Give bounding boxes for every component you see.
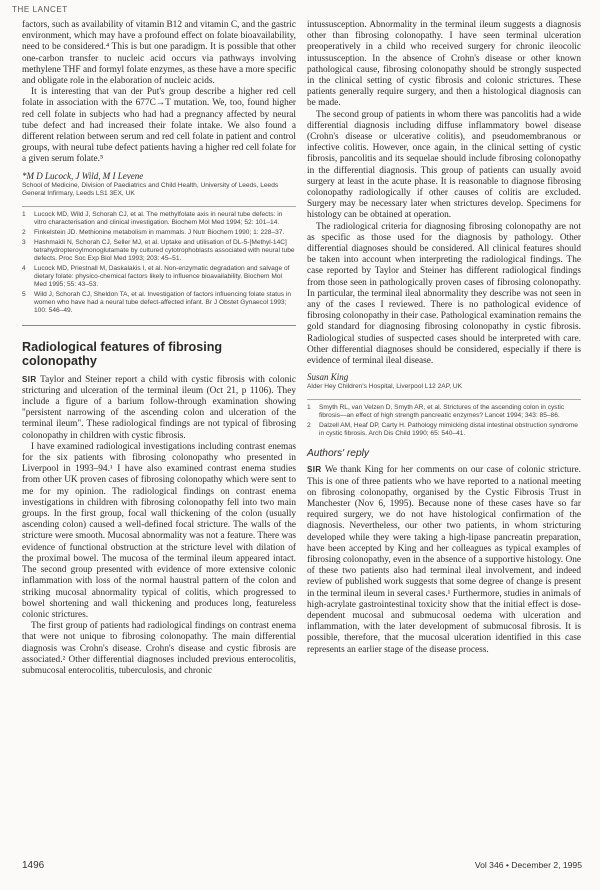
reference-number: 4 <box>22 264 26 272</box>
paragraph <box>307 464 581 655</box>
reference-number: 1 <box>307 404 311 412</box>
sir-label: SIR <box>307 465 322 475</box>
paragraph <box>22 374 296 442</box>
paragraph: I have examined radiological investigations including contrast enemas for the six patients with fibrosing colonopathy who presented in Liverpool in 1993–94.¹ I have also examined contrast enema studies from other UK proven cases of fibrosing colonopathy which were sent to me for my opinion. The radiological findings on contrast enema investigations in children with fibrosing colonopathy fell into two main groups. In the first group, focal wall thickening of the colon (usually ascending colon) caused a well-defined focal stricture. The walls of the stricture were smooth. Mucosal abnormality was not a feature. There was evidence of functional obstruction at the stricture level with dilation of the proximal bowel. The mucosa of the terminal ileum appeared intact. The second group presented with evidence of more extensive colonic inflammation with loss of the normal haustral pattern of the colon and striking mucosal abnormality typical of colitis, which progressed to bowel shortening and wall thickening and produces long, featureless colonic strictures. <box>22 441 296 620</box>
reference-item <box>307 404 581 420</box>
reference-text: Dalzell AM, Heaf DP, Carty H. Pathology mimicking distal intestinal obstruction syndrome in cystic fibrosis. Arch Dis Child 1990; 65: 540–41. <box>319 422 578 438</box>
reference-number: 5 <box>22 290 26 298</box>
section-divider <box>22 325 296 326</box>
letter-affiliation: Alder Hey Children's Hospital, Liverpool L12 2AP, UK <box>307 383 463 391</box>
reference-text: Hashmaidi N, Schorah CJ, Seller MJ, et al. Uptake and utilisation of DL-5-[Methyl-14C] tetrahydropteroylmonoglutamate by cultured cytotrophoblasts associated with neural tube defects. Proc Soc Exp Biol Med 1993; 203: 45–51. <box>34 238 295 262</box>
paragraph: The radiological criteria for diagnosing fibrosing colonopathy are not as specific as those used for the diagnosis by pathology. Other differential diagnoses should be considered. All clinical features should be taken into account when interpreting the radiological findings. The case reported by Taylor and Steiner has different radiological findings from those seen in pathologically proven cases of fibrosing colonopathy. In particular, the terminal ileal abnormality they describe was not seen in any of the cases I reviewed. There is no pathological evidence of fibrosing colonopathy in their case. Pathological examination remains the gold standard for diagnosing fibrosing colonopathy in cystic fibrosis. Radiological studies of suspected cases should be interpreted with care. Other differential diagnoses should be considered, especially if there is evidence of terminal ileal disease. <box>307 221 581 367</box>
sir-label: SIR <box>22 374 37 384</box>
reference-number: 2 <box>22 228 26 236</box>
paragraph-text: We thank King for her comments on our case of colonic stricture. This is one of three patients who we have reported to a national meeting on fibrosing colonopathy, organised by the Cystic Fibrosis Trust in Manchester (Nov 6, 1995). Because none of these cases have so far required surgery, we do not have histological confirmation of the diagnosis. Nevertheless, our other two patients, in whom stricturing developed while they were taking a high-lipase pancreatin preparation, have been accepted by King and her colleagues as typical examples of fibrosing colonopathy, even in the absence of a supportive histology. One of these two patients also had terminal ileal involvement, and indeed review of published work suggests that some degree of change is present in the terminal ileum in several cases.¹ Furthermore, studies in animals of high-acrylate gastrointestinal toxicity show that the initial effect is dose-dependent mucosal and submucosal oedema with ulceration and inflammation, with the later development of submucosal fibrosis. It is possible, therefore, that the mucosal ulceration identified in this case represents an earlier stage of the disease process. <box>307 465 581 655</box>
reference-item <box>22 265 296 289</box>
page-footer <box>22 860 582 871</box>
letter-signature: *M D Lucock, J Wild, M I Levene <box>22 170 144 181</box>
reference-text: Lucock MD, Wild J, Schorah CJ, et al. The methylfolate axis in neural tube defects: in vitro characterisation and clinical investigation. Biochem Mol Med 1994; 52: 101–14. <box>34 210 283 226</box>
letter-affiliation: School of Medicine, Division of Paediatrics and Child Health, University of Leeds, Leeds General Infirmary, Leeds LS1 3EX, UK <box>22 181 279 197</box>
reference-text: Smyth RL, van Velzen D, Smyth AR, et al. Strictures of the ascending colon in cystic fibrosis—an effect of high strength pancreatic enzymes? Lancet 1994; 343: 85–86. <box>319 404 565 420</box>
reference-list <box>307 399 581 438</box>
reference-number: 3 <box>22 238 26 246</box>
reference-number: 2 <box>307 422 311 430</box>
page-number: 1496 <box>22 860 45 871</box>
reference-text: Lucock MD, Priestnall M, Daskalakis I, et al. Non-enzymatic degradation and salvage of dietary folate: physico-chemical factors likely to influence bioavailability. Biochem Mol Med 1995; 55: 43–53. <box>34 264 290 288</box>
reply-title: Authors' reply <box>307 448 369 460</box>
running-head: THE LANCET <box>12 5 68 14</box>
paragraph-text: Taylor and Steiner report a child with cystic fibrosis with colonic stricturing and ulceration of the terminal ileum (Oct 21, p 1106). They include a figure of a barium follow-through examination showing "persistent narrowing of the ascending colon and ulceration of the terminal ileum". These radiological findings are not typical of fibrosing colonopathy in children with cystic fibrosis. <box>22 374 296 441</box>
paragraph: It is interesting that van der Put's group describe a higher red cell folate in association with the 677C→T mutation. We, too, found higher red cell folate in subjects who had had a pregnancy affected by neural tube defect and had increased their folate intake. We also found a different relation between serum and red cell folate in patient and control groups, with neural tube defect patients having a higher red cell folate for a given serum folate.⁵ <box>22 87 296 165</box>
reference-item <box>307 422 581 438</box>
reference-item <box>22 229 296 237</box>
reference-number: 1 <box>22 210 26 218</box>
reference-item <box>22 211 296 227</box>
letter-signature: Susan King <box>307 372 349 383</box>
reference-list <box>22 206 296 315</box>
reference-text: Wild J, Schorah CJ, Sheldon TA, et al. Investigation of factors influencing folate status in women who have had a neural tube defect-affected infant. Br J Obstet Gynaecol 1993; 100: 546–49. <box>34 290 292 314</box>
issue-info: Vol 346 • December 2, 1995 <box>474 860 582 870</box>
paragraph: intussusception. Abnormality in the terminal ileum suggests a diagnosis other than fibrosing colonopathy. I have seen terminal ulceration preoperatively in a child who received surgery for chronic ileocolic intussusception. In the absence of Crohn's disease or other known pathological cause, fibrosing colonopathy should be strongly suspected in the clinical setting of cystic fibrosis and colonic strictures. These patients generally require surgery, and then a histological diagnosis can be made. <box>307 20 581 109</box>
paragraph: The first group of patients had radiological findings on contrast enema that were not unique to fibrosing colonopathy. The main differential diagnosis was Crohn's disease. Crohn's disease and cystic fibrosis are associated.² Other differential diagnoses included previous enterocolitis, submucosal enterocolitis, tuberculosis, and chronic <box>22 621 296 676</box>
section-title: Radiological features of fibrosing colonopathy <box>22 339 223 368</box>
reference-item <box>22 239 296 263</box>
left-column <box>22 20 296 677</box>
right-column <box>307 20 581 656</box>
reference-text: Finkelstein JD. Methionine metabolism in mammals. J Nutr Biochem 1990; 1: 228–37. <box>34 228 285 236</box>
paragraph: factors, such as availability of vitamin B12 and vitamin C, and the gastric environment, which may have a profound effect on folate bioavailability, need to be considered.⁴ This is but one paradigm. It is possible that other one-carbon transfer to nucleic acid occurs via pathways involving methylene THF and formyl folate enzymes, as these have a more specific and obligate role in the elaboration of nucleic acids. <box>22 20 296 87</box>
paragraph: The second group of patients in whom there was pancolitis had a wide differential diagnosis including diffuse inflammatory bowel disease (Crohn's disease or ulcerative colitis), and pseudomembranous or infective colitis. However, once again, in the clinical setting of cystic fibrosis, pancolitis and its sequelae should include fibrosing colonopathy in the differential diagnosis. This group of patients can usually avoid surgery at least in the acute phase. It is reasonable to diagnose fibrosing colonopathy radiologically if other causes of colitis are excluded. Surgery may be necessary later when strictures develop. Specimens for histology can be obtained at operation. <box>307 109 581 221</box>
reference-item <box>22 291 296 315</box>
